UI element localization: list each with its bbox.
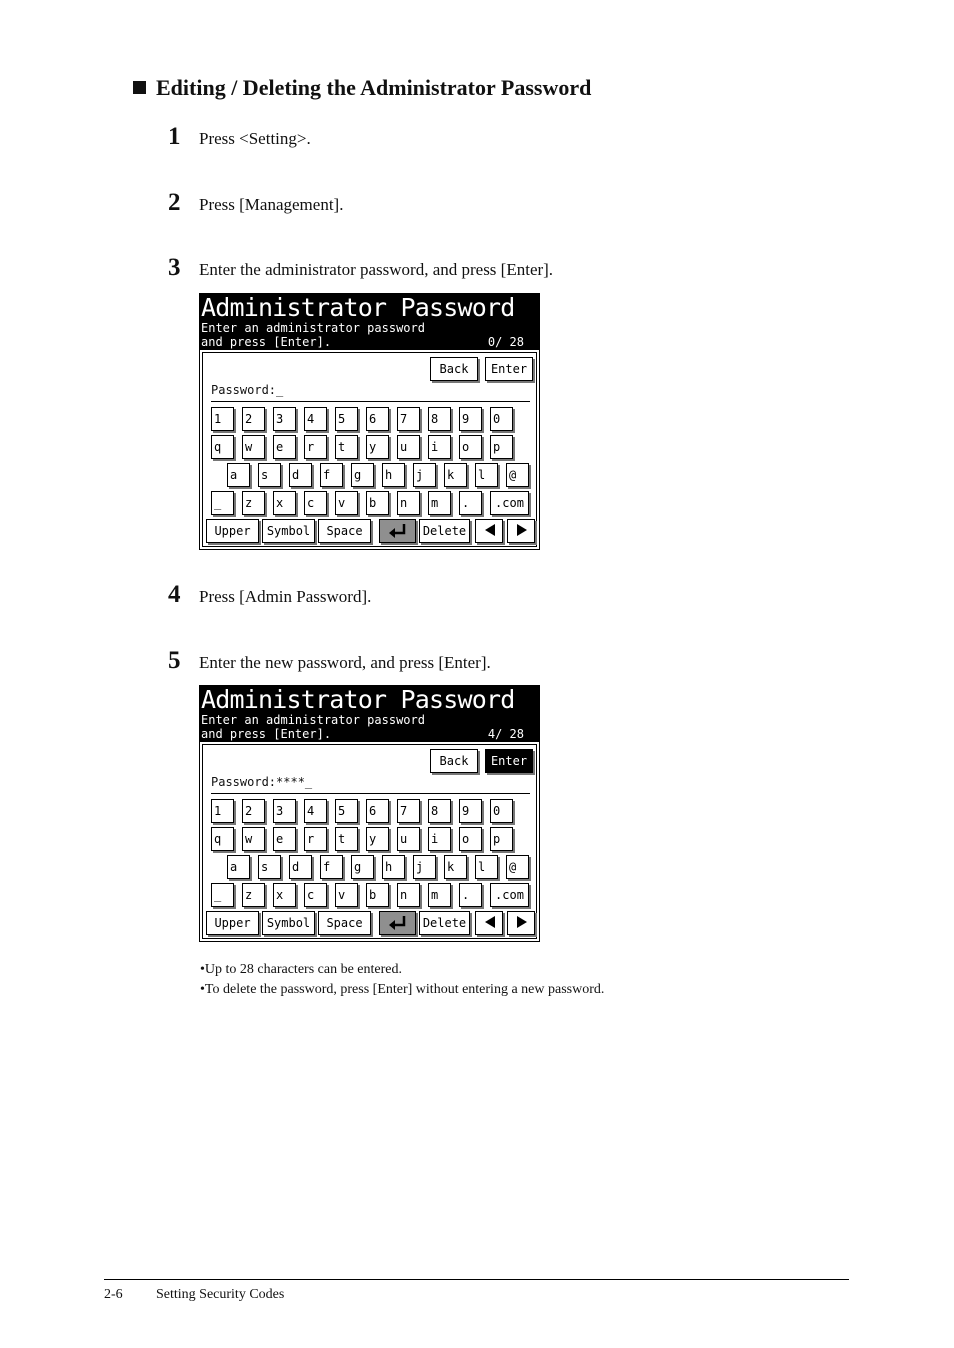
note-item (200, 961, 402, 979)
key-z[interactable]: z (242, 491, 265, 515)
key-underscore[interactable]: _ (211, 883, 234, 907)
square-bullet-icon (133, 81, 146, 94)
back-button[interactable]: Back (430, 357, 478, 381)
password-underline (211, 793, 530, 794)
key-y[interactable]: y (366, 435, 389, 459)
key-w[interactable]: w (242, 435, 265, 459)
space-button[interactable]: Space (318, 519, 371, 543)
key-period[interactable]: . (459, 883, 482, 907)
password-label: Password: (211, 775, 277, 789)
screen-instruction-line-1: Enter an administrator password (201, 713, 425, 727)
key-n[interactable]: n (397, 883, 420, 907)
admin-password-screen-2 (199, 685, 540, 942)
return-key[interactable] (379, 519, 416, 543)
cursor-left-button[interactable] (475, 519, 503, 543)
back-button[interactable]: Back (430, 749, 478, 773)
key-l[interactable]: l (475, 463, 498, 487)
key-i[interactable]: i (428, 435, 451, 459)
key-b[interactable]: b (366, 883, 389, 907)
key-h[interactable]: h (382, 855, 405, 879)
key-u[interactable]: u (397, 827, 420, 851)
delete-button[interactable]: Delete (419, 911, 470, 935)
step-text: Enter the administrator password, and press [Enter]. (199, 260, 554, 279)
key-0[interactable]: 0 (490, 799, 513, 823)
footer-chapter-title: Setting Security Codes (156, 1287, 285, 1302)
password-label: Password: (211, 383, 277, 397)
key-3[interactable]: 3 (273, 407, 296, 431)
key-5[interactable]: 5 (335, 799, 358, 823)
key-c[interactable]: c (304, 491, 327, 515)
cursor-left-button[interactable] (475, 911, 503, 935)
right-triangle-icon (516, 523, 528, 537)
key-e[interactable]: e (273, 827, 296, 851)
key-h[interactable]: h (382, 463, 405, 487)
password-field (211, 775, 312, 789)
key-f[interactable]: f (320, 855, 343, 879)
key-s[interactable]: s (258, 463, 281, 487)
step-text: Press [Admin Password]. (199, 587, 372, 606)
key-a[interactable]: a (227, 463, 250, 487)
enter-button[interactable]: Enter (485, 749, 533, 773)
key-j[interactable]: j (413, 463, 436, 487)
key-6[interactable]: 6 (366, 407, 389, 431)
page-number: 2-6 (104, 1287, 123, 1302)
key-9[interactable]: 9 (459, 407, 482, 431)
key-9[interactable]: 9 (459, 799, 482, 823)
key-d[interactable]: d (289, 855, 312, 879)
key-x[interactable]: x (273, 491, 296, 515)
bullet-icon: • (200, 962, 205, 977)
key-r[interactable]: r (304, 435, 327, 459)
key-3[interactable]: 3 (273, 799, 296, 823)
space-button[interactable]: Space (318, 911, 371, 935)
key-o[interactable]: o (459, 827, 482, 851)
key-at[interactable]: @ (506, 463, 529, 487)
key-0[interactable]: 0 (490, 407, 513, 431)
key-period[interactable]: . (459, 491, 482, 515)
step-text: Press [Management]. (199, 195, 344, 214)
key-w[interactable]: w (242, 827, 265, 851)
password-field (211, 383, 283, 397)
key-k[interactable]: k (444, 855, 467, 879)
note-text: To delete the password, press [Enter] without entering a new password. (204, 982, 605, 997)
key-g[interactable]: g (351, 463, 374, 487)
key-b[interactable]: b (366, 491, 389, 515)
key-2[interactable]: 2 (242, 407, 265, 431)
step-number: 5 (168, 647, 181, 674)
key-z[interactable]: z (242, 883, 265, 907)
section-heading-text: Editing / Deleting the Administrator Password (156, 75, 592, 100)
key-m[interactable]: m (428, 491, 451, 515)
key-dot-com[interactable]: .com (490, 883, 529, 907)
keyboard-pane (202, 744, 537, 939)
screen-instruction-line-1: Enter an administrator password (201, 321, 425, 335)
key-g[interactable]: g (351, 855, 374, 879)
symbol-button[interactable]: Symbol (262, 519, 315, 543)
step-number: 4 (168, 581, 181, 608)
password-underline (211, 401, 530, 402)
key-s[interactable]: s (258, 855, 281, 879)
key-6[interactable]: 6 (366, 799, 389, 823)
password-value: _ (276, 383, 284, 397)
cursor-right-button[interactable] (507, 519, 535, 543)
password-value: ****_ (276, 775, 313, 789)
symbol-button[interactable]: Symbol (262, 911, 315, 935)
key-a[interactable]: a (227, 855, 250, 879)
key-v[interactable]: v (335, 883, 358, 907)
key-dot-com[interactable]: .com (490, 491, 529, 515)
cursor-right-button[interactable] (507, 911, 535, 935)
return-arrow-icon (387, 915, 411, 931)
right-triangle-icon (516, 915, 528, 929)
screen-title: Administrator Password (201, 293, 515, 322)
key-1[interactable]: 1 (211, 407, 234, 431)
key-c[interactable]: c (304, 883, 327, 907)
upper-button[interactable]: Upper (206, 519, 259, 543)
key-5[interactable]: 5 (335, 407, 358, 431)
key-p[interactable]: p (490, 435, 513, 459)
key-x[interactable]: x (273, 883, 296, 907)
keyboard-pane (202, 352, 537, 547)
key-7[interactable]: 7 (397, 799, 420, 823)
key-8[interactable]: 8 (428, 407, 451, 431)
key-o[interactable]: o (459, 435, 482, 459)
key-d[interactable]: d (289, 463, 312, 487)
key-q[interactable]: q (211, 435, 234, 459)
screen-instruction-line-2: and press [Enter]. (201, 727, 332, 741)
bullet-icon: • (200, 982, 205, 997)
footer-divider (104, 1279, 849, 1280)
key-8[interactable]: 8 (428, 799, 451, 823)
key-2[interactable]: 2 (242, 799, 265, 823)
key-r[interactable]: r (304, 827, 327, 851)
step-text: Press <Setting>. (199, 129, 311, 148)
key-e[interactable]: e (273, 435, 296, 459)
key-f[interactable]: f (320, 463, 343, 487)
key-t[interactable]: t (335, 435, 358, 459)
screen-instruction-line-2: and press [Enter]. (201, 335, 332, 349)
key-at[interactable]: @ (506, 855, 529, 879)
note-text: Up to 28 characters can be entered. (204, 962, 402, 977)
key-k[interactable]: k (444, 463, 467, 487)
left-triangle-icon (484, 915, 496, 929)
key-u[interactable]: u (397, 435, 420, 459)
key-4[interactable]: 4 (304, 799, 327, 823)
key-7[interactable]: 7 (397, 407, 420, 431)
key-4[interactable]: 4 (304, 407, 327, 431)
enter-button[interactable]: Enter (485, 357, 533, 381)
key-q[interactable]: q (211, 827, 234, 851)
return-arrow-icon (387, 523, 411, 539)
admin-password-screen-1 (199, 293, 540, 550)
key-p[interactable]: p (490, 827, 513, 851)
key-v[interactable]: v (335, 491, 358, 515)
key-l[interactable]: l (475, 855, 498, 879)
key-underscore[interactable]: _ (211, 491, 234, 515)
step-text: Enter the new password, and press [Enter]. (199, 653, 491, 672)
key-n[interactable]: n (397, 491, 420, 515)
step-number: 1 (168, 123, 181, 150)
return-key[interactable] (379, 911, 416, 935)
character-counter: 4/ 28 (487, 727, 524, 741)
section-heading (133, 75, 591, 101)
character-counter: 0/ 28 (487, 335, 524, 349)
key-t[interactable]: t (335, 827, 358, 851)
step-number: 3 (168, 254, 181, 281)
key-1[interactable]: 1 (211, 799, 234, 823)
key-j[interactable]: j (413, 855, 436, 879)
key-i[interactable]: i (428, 827, 451, 851)
note-item (200, 981, 604, 999)
screen-title: Administrator Password (201, 685, 515, 714)
key-y[interactable]: y (366, 827, 389, 851)
key-m[interactable]: m (428, 883, 451, 907)
left-triangle-icon (484, 523, 496, 537)
upper-button[interactable]: Upper (206, 911, 259, 935)
screen-header (200, 294, 539, 350)
step-number: 2 (168, 189, 181, 216)
delete-button[interactable]: Delete (419, 519, 470, 543)
screen-header (200, 686, 539, 742)
